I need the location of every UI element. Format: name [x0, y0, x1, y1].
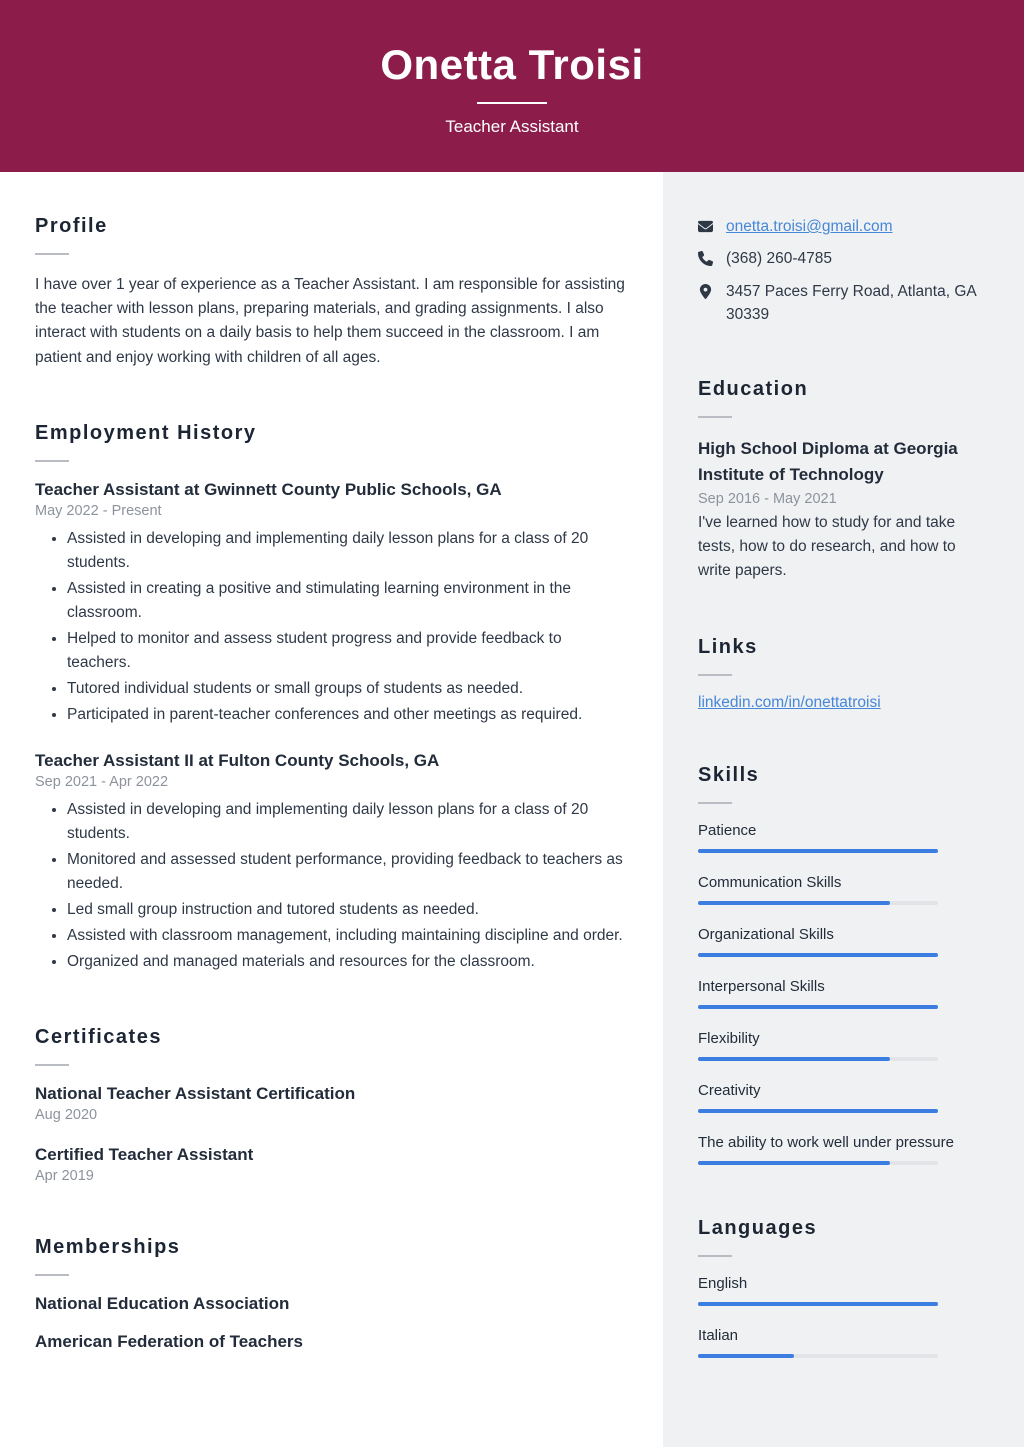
skill-bar-fill [698, 849, 938, 853]
section-rule [35, 253, 69, 255]
job-title: Teacher Assistant at Gwinnett County Public Schools, GA [35, 479, 502, 499]
profile-section [35, 215, 630, 370]
person-name: Onetta Troisi [380, 41, 644, 88]
certificate-date: Aug 2020 [35, 1106, 98, 1123]
skill-bar-track [698, 901, 938, 905]
section-rule [698, 416, 732, 418]
section-rule [35, 1274, 69, 1276]
job-bullet: • Participated in parent-teacher conferences and other meetings as required. [67, 703, 627, 727]
skill-bar-fill [698, 1161, 890, 1165]
skill-item [698, 822, 988, 853]
resume-header [0, 0, 1024, 172]
certificate-title: Certified Teacher Assistant [35, 1144, 254, 1164]
job-entry [35, 480, 630, 727]
skill-bar-track [698, 1109, 938, 1113]
contact-phone-row [698, 247, 988, 270]
job-dates: Sep 2021 - Apr 2022 [35, 773, 169, 790]
education-section [698, 378, 988, 584]
education-heading: Education [698, 378, 809, 400]
links-heading: Links [698, 635, 758, 658]
email-link[interactable]: onetta.troisi@gmail.com [726, 218, 893, 235]
job-bullet-list [35, 798, 627, 974]
phone-number: (368) 260-4785 [726, 250, 832, 268]
certificate-entry [35, 1084, 630, 1123]
skill-bar-track [698, 1005, 938, 1009]
skill-name: Patience [698, 821, 757, 839]
skill-item [698, 1134, 988, 1165]
contact-block [698, 215, 988, 326]
section-rule [35, 460, 69, 462]
skill-bar-fill [698, 901, 890, 905]
sidebar [663, 172, 1024, 1447]
membership-list [35, 1294, 630, 1352]
skills-section [698, 764, 988, 1165]
section-rule [698, 1255, 732, 1257]
skill-item [698, 1082, 988, 1113]
links-section [698, 636, 988, 712]
phone-icon [698, 251, 713, 266]
skill-bar-track [698, 1057, 938, 1061]
job-bullet: • Tutored individual students or small groups of students as needed. [67, 677, 627, 701]
membership-entry: American Federation of Teachers [35, 1331, 303, 1351]
envelope-icon [698, 219, 713, 234]
skill-name: The ability to work well under pressure [698, 1133, 954, 1151]
job-bullet-list [35, 527, 627, 727]
language-bar-track [698, 1354, 938, 1358]
skill-item [698, 874, 988, 905]
skill-name: Organizational Skills [698, 925, 834, 943]
language-bar-track [698, 1302, 938, 1306]
linkedin-link[interactable]: linkedin.com/in/onettatroisi [698, 693, 881, 711]
job-bullet: • Assisted with classroom management, including maintaining discipline and order. [67, 924, 627, 948]
section-rule [698, 674, 732, 676]
map-pin-icon [698, 284, 713, 299]
job-list [35, 480, 630, 974]
education-dates: Sep 2016 - May 2021 [698, 491, 837, 507]
skill-bar-fill [698, 1005, 938, 1009]
job-bullet: • Assisted in developing and implementing daily lesson plans for a class of 20 students. [67, 527, 627, 575]
job-bullet: • Monitored and assessed student performance, providing feedback to teachers as needed. [67, 848, 627, 896]
job-bullet: • Helped to monitor and assess student progress and provide feedback to teachers. [67, 627, 627, 675]
skill-item [698, 1030, 988, 1061]
skill-bar-track [698, 1161, 938, 1165]
section-rule [35, 1064, 69, 1066]
membership-entry: National Education Association [35, 1293, 290, 1313]
languages-section [698, 1217, 988, 1358]
skill-name: Communication Skills [698, 873, 842, 891]
contact-email-row [698, 215, 988, 238]
employment-section [35, 422, 630, 974]
education-description: I've learned how to study for and take tests, how to do research, and how to write papers. [698, 514, 956, 580]
memberships-heading: Memberships [35, 1235, 181, 1258]
skills-heading: Skills [698, 763, 760, 786]
language-list [698, 1275, 988, 1358]
language-name: English [698, 1274, 748, 1292]
certificate-date: Apr 2019 [35, 1167, 94, 1184]
skill-name: Interpersonal Skills [698, 977, 825, 995]
skill-list [698, 822, 988, 1165]
memberships-section [35, 1236, 630, 1352]
certificate-title: National Teacher Assistant Certification [35, 1083, 356, 1103]
resume-body [0, 172, 1024, 1447]
languages-heading: Languages [698, 1216, 818, 1239]
profile-heading: Profile [35, 215, 108, 237]
certificates-section [35, 1026, 630, 1184]
main-column [0, 172, 663, 1447]
job-bullet: • Organized and managed materials and resources for the classroom. [67, 950, 627, 974]
profile-text: I have over 1 year of experience as a Teacher Assistant. I am responsible for assisting the teacher with lesson plans, preparing materials, and grading assignments. I also interact with students on a daily basis to help them succeed in the classroom. I am patient and enjoy working with children of all ages. [35, 276, 625, 366]
postal-address: 3457 Paces Ferry Road, Atlanta, GA 30339 [726, 282, 976, 323]
language-item [698, 1327, 988, 1358]
skill-bar-track [698, 849, 938, 853]
skill-bar-fill [698, 1057, 890, 1061]
link-entry [698, 694, 988, 712]
job-title: Teacher Assistant II at Fulton County Schools, GA [35, 750, 440, 770]
skill-bar-track [698, 953, 938, 957]
job-dates: May 2022 - Present [35, 502, 162, 519]
skill-name: Flexibility [698, 1029, 760, 1047]
skill-bar-fill [698, 1109, 938, 1113]
job-bullet: • Assisted in creating a positive and stimulating learning environment in the classroom. [67, 577, 627, 625]
certificates-heading: Certificates [35, 1025, 162, 1048]
skill-name: Creativity [698, 1081, 761, 1099]
skill-bar-fill [698, 953, 938, 957]
section-rule [698, 802, 732, 804]
language-bar-fill [698, 1302, 938, 1306]
job-bullet: • Led small group instruction and tutored students as needed. [67, 898, 627, 922]
job-bullet: • Assisted in developing and implementing daily lesson plans for a class of 20 students. [67, 798, 627, 846]
language-name: Italian [698, 1326, 739, 1344]
skill-item [698, 978, 988, 1009]
person-job-title: Teacher Assistant [445, 117, 579, 136]
language-item [698, 1275, 988, 1306]
language-bar-fill [698, 1354, 794, 1358]
header-divider [477, 102, 547, 104]
job-entry [35, 751, 630, 974]
link-list [698, 694, 988, 712]
education-degree: High School Diploma at Georgia Institute of Technology [698, 439, 958, 484]
skill-item [698, 926, 988, 957]
contact-address-row [698, 280, 988, 327]
employment-heading: Employment History [35, 421, 257, 444]
certificate-list [35, 1084, 630, 1184]
certificate-entry [35, 1145, 630, 1184]
